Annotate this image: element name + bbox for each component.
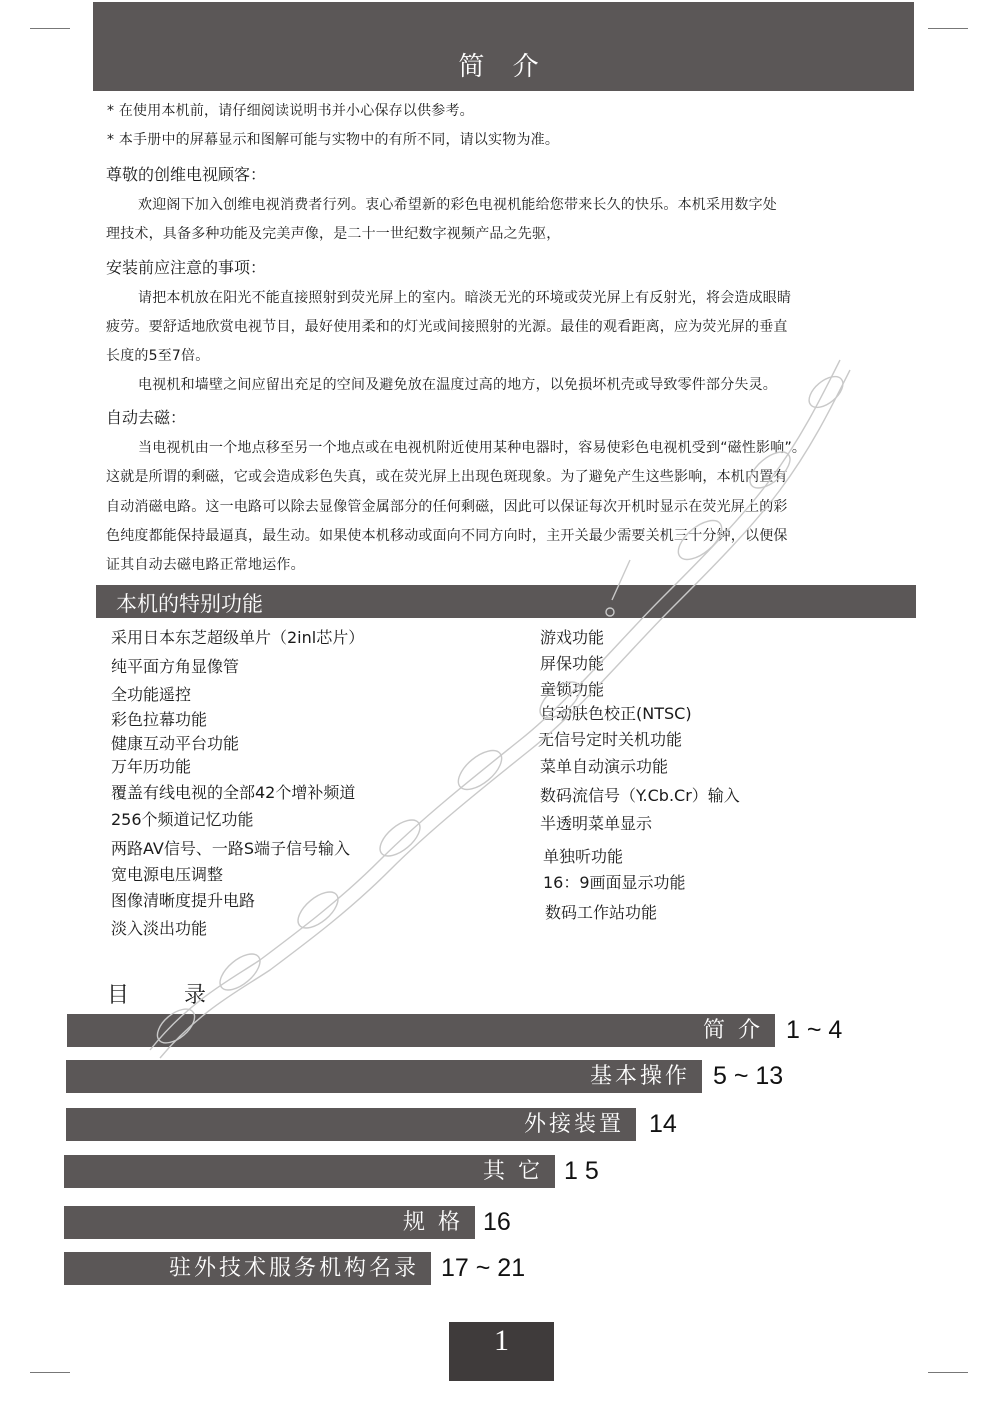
feature-item: 无信号定时关机功能 [538,730,683,749]
page-number-box [449,1322,554,1381]
page-number: 1 [494,1324,509,1357]
paragraph-line: 欢迎阁下加入创维电视消费者行列。衷心希望新的彩色电视机能给您带来长久的快乐。本机采用数字处 [138,197,777,213]
toc-entry-pages: 1 5 [564,1157,599,1185]
paragraph-line: 证其自动去磁电路正常地运作。 [106,557,305,573]
toc-entry-label: 外接装置 [523,1112,624,1137]
feature-item: 数码工作站功能 [545,903,658,922]
feature-item: 自动肤色校正(NTSC) [540,704,692,723]
feature-item: 菜单自动演示功能 [540,757,669,776]
note-line: * 在使用本机前，请仔细阅读说明书并小心保存以供参考。 [107,103,474,119]
toc-entry-pages: 17 ~ 21 [441,1254,526,1282]
feature-item: 彩色拉幕功能 [111,710,208,729]
toc-entry-label: 驻外技术服务机构名录 [168,1256,419,1281]
page-title: 简 介 [458,52,549,82]
feature-item: 万年历功能 [111,757,192,776]
features-title: 本机的特别功能 [116,592,263,616]
feature-item: 童锁功能 [540,680,605,699]
toc-entry-pages: 16 [483,1208,511,1236]
feature-item: 健康互动平台功能 [111,734,240,753]
toc-entry-label: 基本操作 [589,1064,690,1089]
feature-item: 宽电源电压调整 [111,865,224,884]
paragraph-line: 这就是所谓的剩磁，它或会造成彩色失真，或在荧光屏上出现色斑现象。为了避免产生这些影响，本机内置有 [106,469,788,485]
feature-item: 两路AV信号、一路S端子信号输入 [111,839,351,858]
feature-item: 半透明菜单显示 [540,814,653,833]
paragraph-line: 理技术，具备多种功能及完美声像，是二十一世纪数字视频产品之先驱， [106,226,561,242]
feature-item: 游戏功能 [540,628,605,647]
install-heading: 安装前应注意的事项： [106,258,267,277]
feature-item: 覆盖有线电视的全部42个增补频道 [111,783,356,802]
feature-item: 纯平面方角显像管 [111,657,240,676]
toc-entry-label: 规 格 [403,1210,463,1235]
feature-item: 全功能遥控 [111,685,192,704]
feature-item: 屏保功能 [540,654,605,673]
feature-item: 单独听功能 [543,847,624,866]
note-line: * 本手册中的屏幕显示和图解可能与实物中的有所不同，请以实物为准。 [107,132,560,148]
feature-item: 256个频道记忆功能 [111,810,254,829]
paragraph-line: 疲劳。要舒适地欣赏电视节目，最好使用柔和的灯光或间接照射的光源。最佳的观看距离，应为荧光屏的垂直 [106,319,788,335]
paragraph-line: 色纯度都能保持最逼真，最生动。如果使本机移动或面向不同方向时，主开关最少需要关机三十分钟，以便保 [106,528,788,544]
paragraph-line: 长度的5至7倍。 [106,348,210,364]
toc-entry-label: 其 它 [483,1159,543,1184]
feature-item: 淡入淡出功能 [111,919,208,938]
toc-entry-pages: 14 [649,1110,677,1138]
toc-title: 目 录 [107,983,230,1008]
feature-item: 数码流信号（Y.Cb.Cr）输入 [540,786,740,805]
toc-entry-pages: 5 ~ 13 [713,1062,784,1090]
feature-item: 图像清晰度提升电路 [111,891,256,910]
paragraph-line: 当电视机由一个地点移至另一个地点或在电视机附近使用某种电器时，容易使彩色电视机受到“磁性影响”。 [138,440,807,456]
paragraph-line: 电视机和墙壁之间应留出充足的空间及避免放在温度过高的地方，以免损坏机壳或导致零件部分失灵。 [138,377,777,393]
greeting-heading: 尊敬的创维电视顾客： [106,165,267,184]
toc-entry-pages: 1 ~ 4 [786,1016,843,1044]
paragraph-line: 自动消磁电路。这一电路可以除去显像管金属部分的任何剩磁，因此可以保证每次开机时显示在荧光屏上的彩 [106,499,788,515]
feature-item: 16：9画面显示功能 [543,873,686,892]
feature-item: 采用日本东芝超级单片（2inl芯片） [111,628,365,647]
paragraph-line: 请把本机放在阳光不能直接照射到荧光屏上的室内。暗淡无光的环境或荧光屏上有反射光，将会造成眼睛 [138,290,792,306]
degauss-heading: 自动去磁： [106,408,187,427]
toc-entry-label: 简 介 [703,1018,763,1043]
